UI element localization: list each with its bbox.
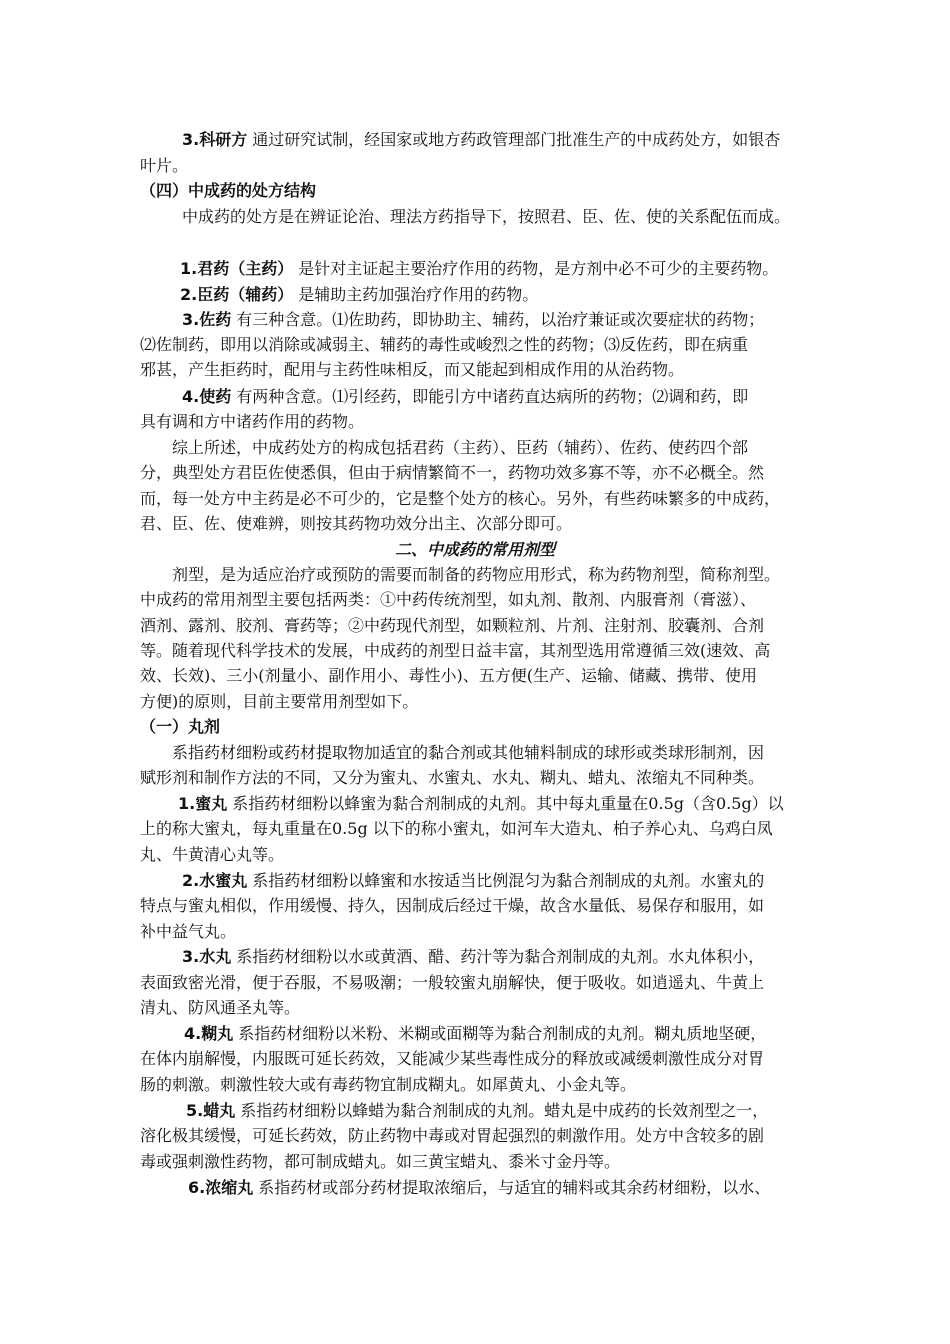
term-shuimiwan: 2.水蜜丸 bbox=[182, 871, 248, 890]
term-zuoyao: 3.佐药 bbox=[182, 310, 232, 329]
heading-section-2: 二、中成药的常用剂型 bbox=[394, 540, 555, 559]
paragraph-summary-line-3: 而，每一处方中主药是必不可少的，它是整个处方的核心。另外，有些药味繁多的中成药， bbox=[140, 489, 781, 508]
paragraph-lawan-line-3: 毒或强刺激性药物，都可制成蜡丸。如三黄宝蜡丸、黍米寸金丹等。 bbox=[140, 1152, 621, 1171]
paragraph-miwan-line-3: 丸、牛黄清心丸等。 bbox=[140, 845, 285, 864]
paragraph-huwan-line-1: 4.糊丸 系指药材细粉以米粉、米糊或面糊等为黏合剂制成的丸剂。糊丸质地坚硬， bbox=[184, 1024, 767, 1043]
paragraph-shuimiwan-line-3: 补中益气丸。 bbox=[140, 922, 237, 941]
paragraph-shuiwan-line-2: 表面致密光滑，便于吞服，不易吸潮；一般较蜜丸崩解快，便于吸收。如逍遥丸、牛黄上 bbox=[140, 973, 765, 992]
paragraph-summary-line-1: 综上所述，中成药处方的构成包括君药（主药）、臣药（辅药）、佐药、使药四个部 bbox=[172, 438, 749, 457]
paragraph-jixing-line-1: 剂型，是为适应治疗或预防的需要而制备的药物应用形式，称为药物剂型，简称剂型。 bbox=[172, 565, 781, 584]
paragraph-shuiwan-line-1: 3.水丸 系指药材细粉以水或黄酒、醋、药汁等为黏合剂制成的丸剂。水丸体积小， bbox=[182, 947, 765, 966]
paragraph-wanji-line-2: 赋形剂和制作方法的不同，又分为蜜丸、水蜜丸、水丸、糊丸、蜡丸、浓缩丸不同种类。 bbox=[140, 768, 765, 787]
heading-prescription-structure: （四）中成药的处方结构 bbox=[140, 181, 317, 200]
paragraph-shiyao-line-1: 4.使药 有两种含意。⑴引经药，即能引方中诸药直达病所的药物；⑵调和药，即 bbox=[182, 387, 749, 406]
paragraph-junyao: 1.君药（主药） 是针对主证起主要治疗作用的药物，是方剂中必不可少的主要药物。 bbox=[180, 259, 779, 278]
paragraph-huwan-line-2: 在体内崩解慢，内服既可延长药效，又能减少某些毒性成分的释放或减缓刺激性成分对胃 bbox=[140, 1049, 765, 1068]
paragraph-wanji-line-1: 系指药材细粉或药材提取物加适宜的黏合剂或其他辅料制成的球形或类球形制剂，因 bbox=[172, 743, 765, 762]
paragraph-summary-line-2: 分，典型处方君臣佐使悉俱，但由于病情繁简不一，药物功效多寡不等，亦不必概全。然 bbox=[140, 463, 765, 482]
term-nongsuowan: 6.浓缩丸 bbox=[188, 1178, 254, 1197]
paragraph-jixing-line-3: 酒剂、露剂、胶剂、膏药等；②中药现代剂型，如颗粒剂、片剂、注射剂、胶囊剂、合剂 bbox=[140, 616, 765, 635]
paragraph-summary-line-4: 君、臣、佐、使难辨，则按其药物功效分出主、次部分即可。 bbox=[140, 514, 573, 533]
heading-wanji: （一）丸剂 bbox=[140, 717, 221, 736]
paragraph-shuiwan-line-3: 清丸、防风通圣丸等。 bbox=[140, 998, 301, 1017]
paragraph-miwan-line-1: 1.蜜丸 系指药材细粉以蜂蜜为黏合剂制成的丸剂。其中每丸重量在0.5g（含0.5g）以 bbox=[178, 794, 784, 813]
term-shiyao: 4.使药 bbox=[182, 387, 232, 406]
term-lawan: 5.蜡丸 bbox=[186, 1101, 236, 1120]
paragraph-lawan-line-2: 溶化极其缓慢，可延长药效，防止药物中毒或对胃起强烈的刺激作用。处方中含较多的剧 bbox=[140, 1126, 765, 1145]
term-keyanfang: 3.科研方 bbox=[182, 130, 248, 149]
paragraph-huwan-line-3: 肠的刺激。刺激性较大或有毒药物宜制成糊丸。如犀黄丸、小金丸等。 bbox=[140, 1075, 637, 1094]
paragraph-shiyao-line-2: 具有调和方中诸药作用的药物。 bbox=[140, 412, 365, 431]
paragraph-lawan-line-1: 5.蜡丸 系指药材细粉以蜂蜡为黏合剂制成的丸剂。蜡丸是中成药的长效剂型之一， bbox=[186, 1101, 769, 1120]
paragraph-zuoyao-line-1: 3.佐药 有三种含意。⑴佐助药，即协助主、辅药，以治疗兼证或次要症状的药物； bbox=[182, 310, 765, 329]
paragraph-jixing-line-6: 方便)的原则，目前主要常用剂型如下。 bbox=[140, 692, 419, 711]
term-huwan: 4.糊丸 bbox=[184, 1024, 234, 1043]
paragraph-keyanfang-line-1: 3.科研方 通过研究试制，经国家或地方药政管理部门批准生产的中成药处方，如银杏 bbox=[182, 130, 781, 149]
paragraph-keyanfang-line-2: 叶片。 bbox=[140, 156, 189, 175]
paragraph-shuimiwan-line-2: 特点与蜜丸相似，作用缓慢、持久，因制成后经过干燥，故含水量低、易保存和服用，如 bbox=[140, 896, 765, 915]
paragraph-chenyao: 2.臣药（辅药） 是辅助主药加强治疗作用的药物。 bbox=[180, 285, 539, 304]
paragraph-jixing-line-2: 中成药的常用剂型主要包括两类：①中药传统剂型，如丸剂、散剂、内服膏剂（膏滋）、 bbox=[140, 590, 757, 609]
paragraph-shuimiwan-line-1: 2.水蜜丸 系指药材细粉以蜂蜜和水按适当比例混匀为黏合剂制成的丸剂。水蜜丸的 bbox=[182, 871, 765, 890]
term-junyao: 1.君药（主药） bbox=[180, 259, 294, 278]
term-shuiwan: 3.水丸 bbox=[182, 947, 232, 966]
paragraph-jixing-line-5: 效、长效)、三小(剂量小、副作用小、毒性小)、五方便(生产、运输、储藏、携带、使用 bbox=[140, 666, 757, 685]
paragraph-zuoyao-line-2: ⑵佐制药，即用以消除或减弱主、辅药的毒性或峻烈之性的药物；⑶反佐药，即在病重 bbox=[140, 335, 749, 354]
paragraph-nongsuowan-line-1: 6.浓缩丸 系指药材或部分药材提取浓缩后，与适宜的辅料或其余药材细粉，以水、 bbox=[188, 1178, 771, 1197]
paragraph-jixing-line-4: 等。随着现代科学技术的发展，中成药的剂型日益丰富，其剂型选用常遵循三效(速效、高 bbox=[140, 641, 771, 660]
paragraph-zuoyao-line-3: 邪甚，产生拒药时，配用与主药性味相反，而又能起到相成作用的从治药物。 bbox=[140, 360, 685, 379]
term-chenyao: 2.臣药（辅药） bbox=[180, 285, 294, 304]
paragraph-structure-intro: 中成药的处方是在辨证论治、理法方药指导下，按照君、臣、佐、使的关系配伍而成。 bbox=[182, 207, 791, 226]
paragraph-miwan-line-2: 上的称大蜜丸，每丸重量在0.5g 以下的称小蜜丸，如河车大造丸、柏子养心丸、乌鸡白凤 bbox=[140, 819, 773, 838]
term-miwan: 1.蜜丸 bbox=[178, 794, 228, 813]
